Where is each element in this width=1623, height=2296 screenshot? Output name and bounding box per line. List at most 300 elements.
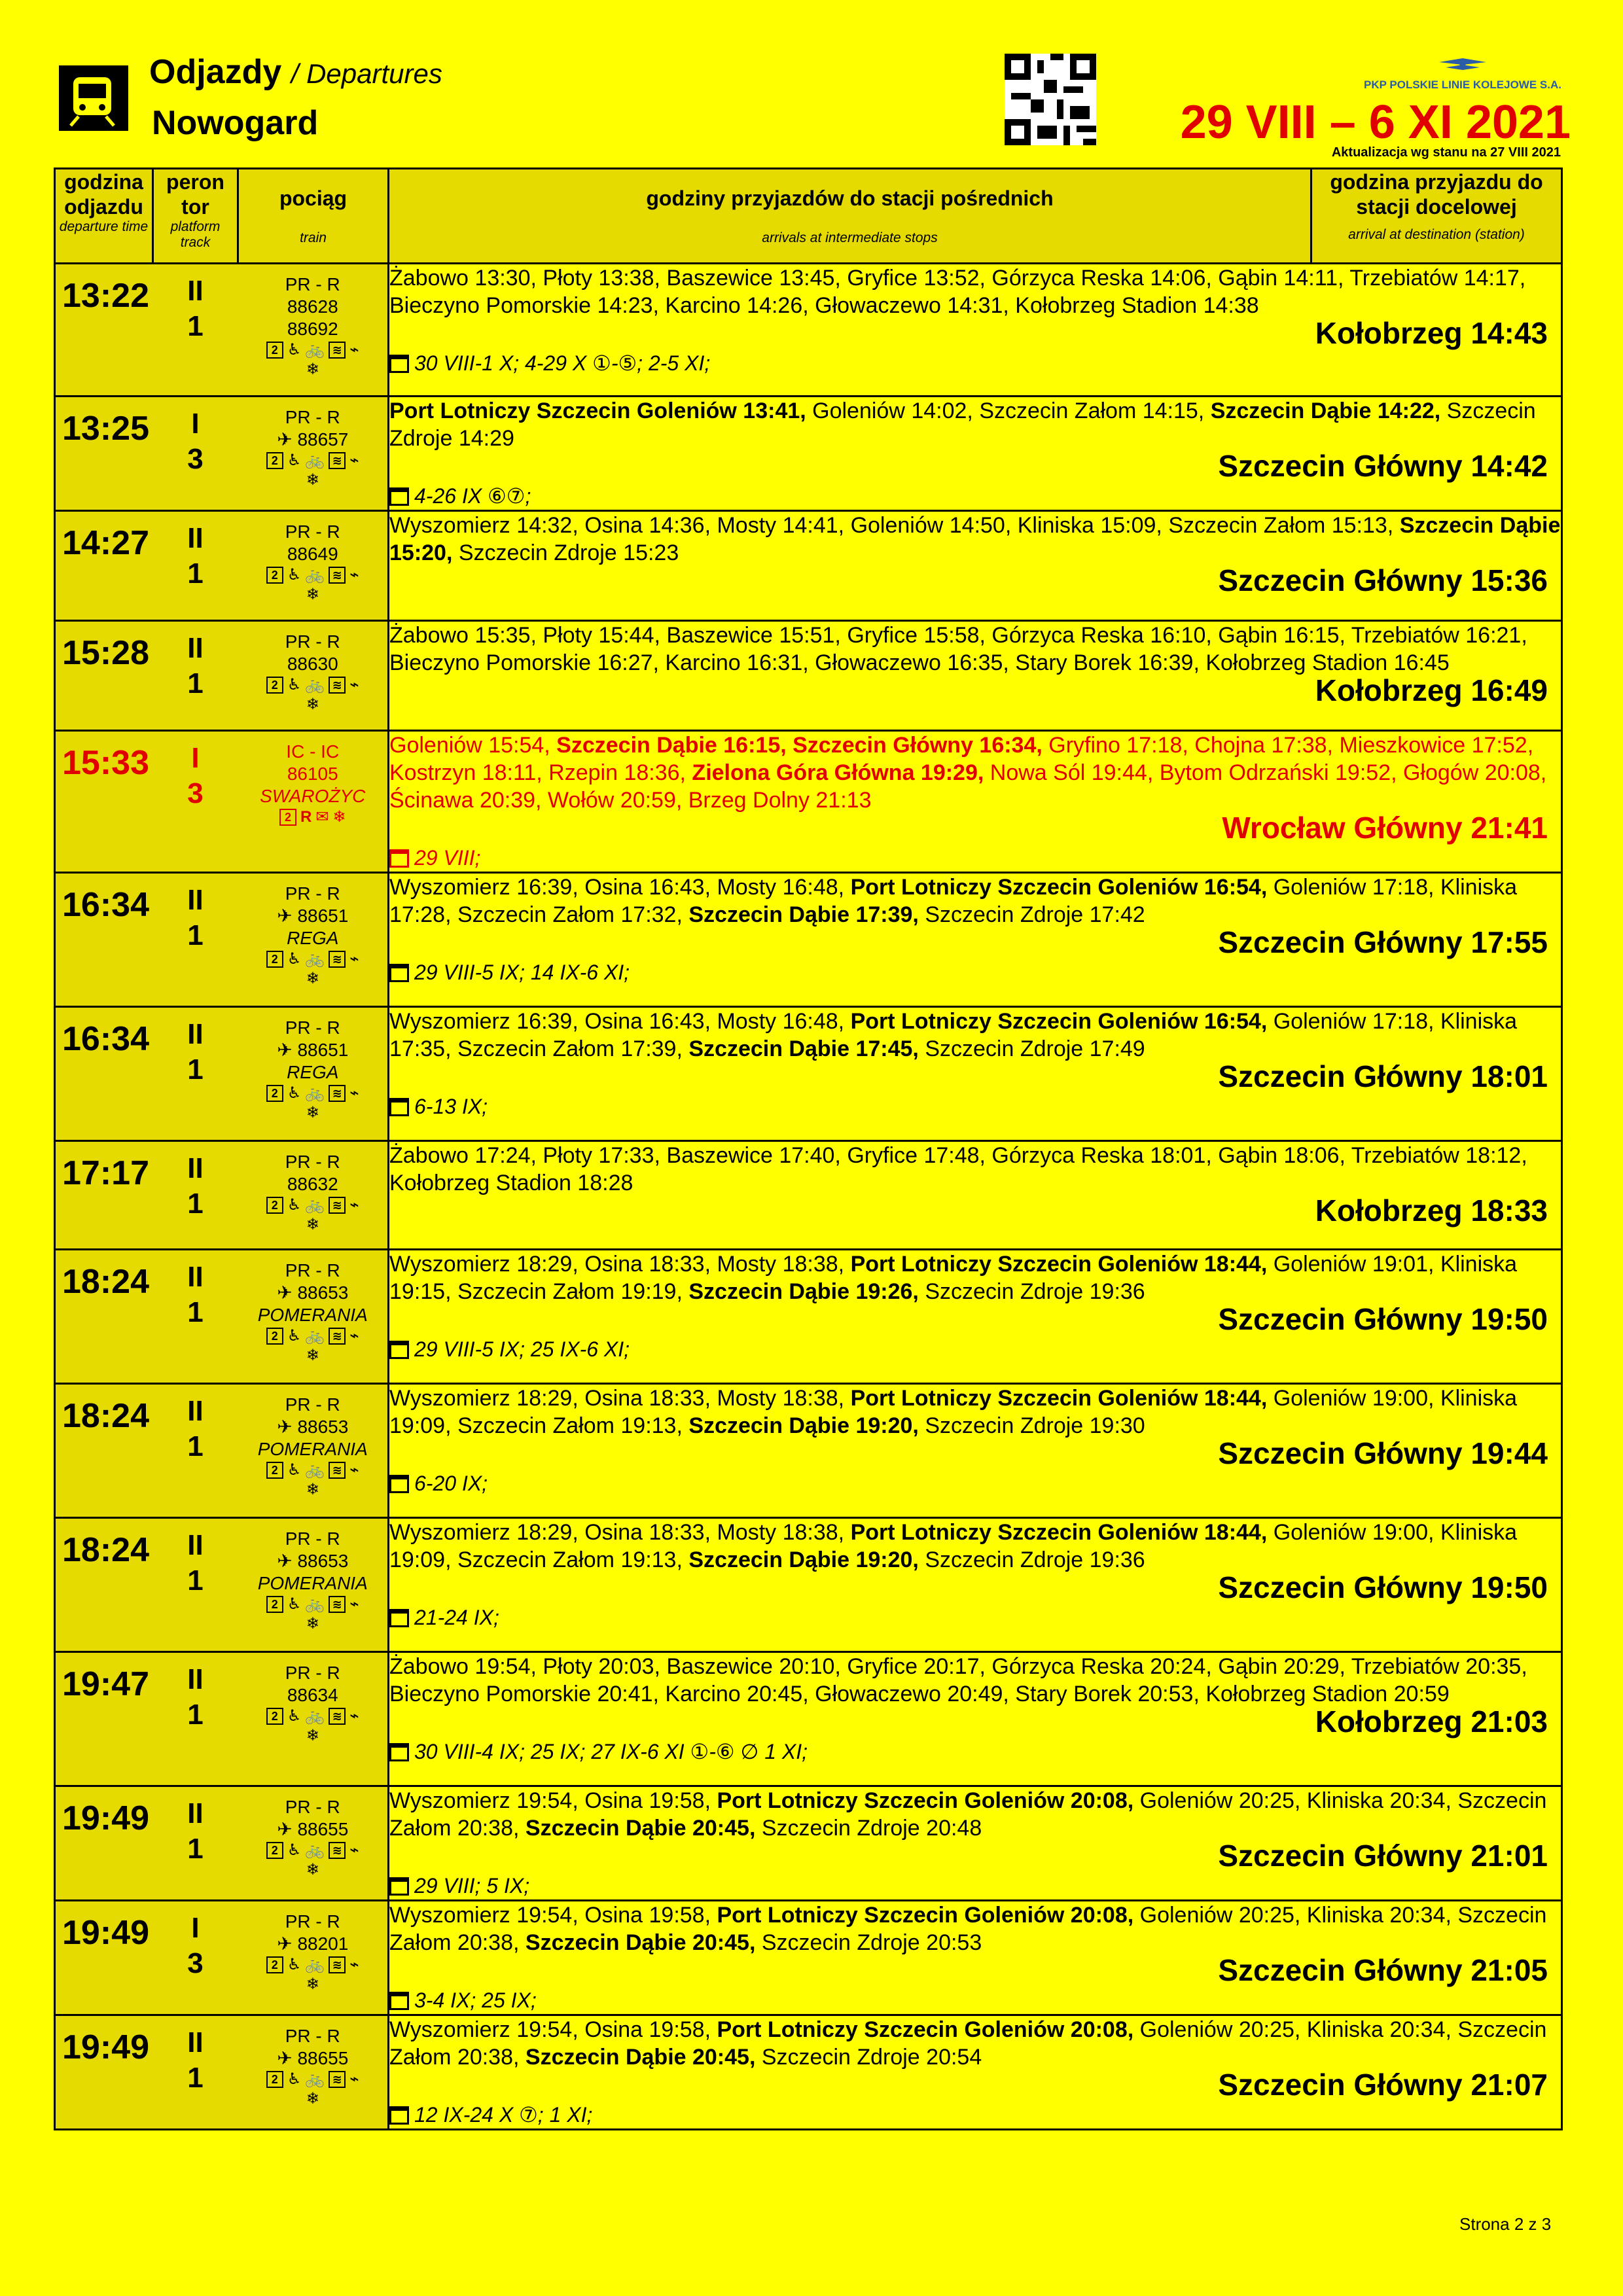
destination-arrival: Szczecin Główny 21:05 <box>1218 1953 1548 1987</box>
wifi-icon: ≋ <box>329 1085 346 1102</box>
departure-row <box>55 1786 1562 1901</box>
stop-segment: Szczecin Zdroje 14:29 <box>389 398 1536 451</box>
train-info <box>238 1787 388 1881</box>
page-title: Odjazdy / Departures <box>149 53 442 91</box>
page-number: Strona 2 z 3 <box>1459 2214 1552 2234</box>
second-class-icon: 2 <box>266 951 283 968</box>
train-number: ✈ 88655 <box>277 1819 349 1839</box>
platform: II <box>187 275 204 307</box>
track: 1 <box>187 2062 204 2094</box>
stop-segment: Wyszomierz 18:29, Osina 18:33, Mosty 18:38, <box>389 1520 851 1545</box>
wheelchair-icon: ♿ <box>287 1841 302 1859</box>
intermediate-stops <box>389 2016 1561 2071</box>
stop-segment: Szczecin Zdroje 19:36 <box>918 1547 1145 1572</box>
destination-arrival: Kołobrzeg 18:33 <box>1315 1193 1548 1227</box>
platform-track <box>153 2016 238 2096</box>
air-conditioning-icon: ❄ <box>306 586 319 603</box>
destination-arrival: Kołobrzeg 14:43 <box>1315 316 1548 350</box>
stop-segment: Szczecin Zdroje 19:36 <box>918 1279 1145 1304</box>
wheelchair-icon: ♿ <box>287 2070 302 2088</box>
bicycle-icon: 🚲 <box>305 1595 325 1613</box>
header-stops: godziny przyjazdów do stacji pośrednich arrivals at intermediate stops <box>389 169 1311 264</box>
update-note: Aktualizacja wg stanu na 27 VIII 2021 <box>1331 145 1561 160</box>
platform-track <box>153 1385 238 1464</box>
stop-segment: Wyszomierz 19:54, Osina 19:58, <box>389 2017 717 2042</box>
ramp-icon: ⌁ <box>349 341 359 359</box>
bicycle-icon: 🚲 <box>305 1196 325 1214</box>
amenity-icons <box>238 2071 388 2088</box>
stop-segment: Goleniów 20:25, Kliniska 20:34, Szczecin Załom 20:38, <box>389 2017 1547 2070</box>
bicycle-icon: 🚲 <box>305 341 325 359</box>
wheelchair-icon: ♿ <box>287 1956 302 1973</box>
air-conditioning-icon: ❄ <box>306 2090 319 2108</box>
amenity-icons <box>238 1197 388 1214</box>
second-class-icon: 2 <box>266 1462 283 1479</box>
platform-track <box>153 874 238 953</box>
destination-arrival: Szczecin Główny 14:42 <box>1218 449 1548 483</box>
platform-track <box>153 512 238 592</box>
stop-segment: Szczecin Dąbie 20:45, <box>525 1816 756 1841</box>
operating-days: 3-4 IX; 25 IX; <box>389 1987 1561 2014</box>
amenity-icons <box>238 1328 388 1345</box>
train-category: IC - IC <box>286 741 340 762</box>
train-number: ✈ 88651 <box>277 906 349 926</box>
air-conditioning-icon: ❄ <box>306 696 319 713</box>
wifi-icon: ≋ <box>329 951 346 968</box>
ramp-icon: ⌁ <box>349 1327 359 1345</box>
stop-segment: Zielona Góra Główna 19:29, <box>692 760 984 785</box>
wheelchair-icon: ♿ <box>287 1707 302 1725</box>
envelope-icon: ✉ <box>315 808 329 826</box>
second-class-icon: 2 <box>266 2071 283 2088</box>
train-logo-icon <box>59 65 128 131</box>
track: 1 <box>187 1833 204 1865</box>
stop-segment: Port Lotniczy Szczecin Goleniów 16:54, <box>850 1009 1268 1034</box>
departure-time: 19:49 <box>62 1799 149 1837</box>
air-conditioning-icon: ❄ <box>306 471 319 489</box>
train-number-2: 88692 <box>287 319 338 339</box>
platform-track <box>153 264 238 344</box>
stop-segment: Szczecin Zdroje 15:23 <box>452 540 679 565</box>
departure-row <box>55 1384 1562 1518</box>
train-info <box>238 1519 388 1635</box>
departure-row <box>55 873 1562 1007</box>
platform: II <box>187 1152 204 1184</box>
train-info <box>238 1250 388 1367</box>
stop-segment: Goleniów 17:18, Kliniska 17:35, Szczecin Załom 17:39, <box>389 1009 1518 1061</box>
airplane-icon: ✈ <box>277 1934 298 1954</box>
operating-days: 30 VIII-1 X; 4-29 X ①-⑤; 2-5 XI; <box>389 349 1561 377</box>
wifi-icon: ≋ <box>329 1596 346 1613</box>
departure-time: 16:34 <box>62 1020 149 1058</box>
departure-time: 15:33 <box>62 744 149 782</box>
train-number: 88634 <box>287 1685 338 1705</box>
stop-segment: Gryfino 17:18, Chojna 17:38, Mieszkowice 17:52, Kostrzyn 18:11, Rzepin 18:36, <box>389 733 1534 785</box>
train-category: PR - R <box>285 521 340 542</box>
departure-row <box>55 264 1562 397</box>
destination-arrival: Kołobrzeg 21:03 <box>1315 1704 1548 1739</box>
operating-days: 21-24 IX; <box>389 1604 1561 1631</box>
reservation-icon: R <box>300 808 312 826</box>
platform: II <box>187 1663 204 1695</box>
header-platform: peron tor platform track <box>153 169 238 264</box>
ramp-icon: ⌁ <box>349 1595 359 1613</box>
stop-segment: Wyszomierz 14:32, Osina 14:36, Mosty 14:41, Goleniów 14:50, Kliniska 15:09, Szczecin Załom 15:13, <box>389 513 1400 538</box>
train-category: PR - R <box>285 1797 340 1817</box>
departure-time: 17:17 <box>62 1154 149 1192</box>
departure-row <box>55 1141 1562 1250</box>
destination-arrival: Kołobrzeg 16:49 <box>1315 673 1548 707</box>
departure-time: 16:34 <box>62 886 149 924</box>
stop-segment: Port Lotniczy Szczecin Goleniów 18:44, <box>850 1252 1268 1277</box>
qr-code-icon <box>1005 54 1096 145</box>
stop-segment: Szczecin Zdroje 20:48 <box>755 1816 982 1841</box>
bicycle-icon: 🚲 <box>305 1461 325 1479</box>
second-class-icon: 2 <box>266 1956 283 1973</box>
departure-time: 13:22 <box>62 277 149 315</box>
destination-arrival: Szczecin Główny 15:36 <box>1218 563 1548 597</box>
amenity-icons <box>238 452 388 469</box>
stop-segment: Żabowo 17:24, Płoty 17:33, Baszewice 17:40, Gryfice 17:48, Górzyca Reska 18:01, Gąbin 18:06, Trzebiatów 18:12, Kołobrzeg Stadion 18:28 <box>389 1143 1527 1195</box>
wheelchair-icon: ♿ <box>287 451 302 469</box>
stop-segment: Wyszomierz 18:29, Osina 18:33, Mosty 18:38, <box>389 1386 851 1411</box>
operator-logo <box>1351 56 1574 92</box>
train-number: ✈ 88651 <box>277 1040 349 1060</box>
departure-row <box>55 1652 1562 1786</box>
air-conditioning-icon: ❄ <box>306 1975 319 1993</box>
train-info <box>238 512 388 606</box>
air-conditioning-icon: ❄ <box>306 1481 319 1498</box>
intermediate-stops <box>389 1901 1561 1956</box>
wheelchair-icon: ♿ <box>287 341 302 359</box>
train-name: SWAROŻYC <box>260 786 366 806</box>
train-number: ✈ 88657 <box>277 429 349 450</box>
train-number: 88649 <box>287 544 338 564</box>
train-name: REGA <box>287 1062 339 1082</box>
airplane-icon: ✈ <box>277 429 298 450</box>
wifi-icon: ≋ <box>329 1462 346 1479</box>
bicycle-icon: 🚲 <box>305 1084 325 1102</box>
operating-days: 12 IX-24 X ⑦; 1 XI; <box>389 2101 1561 2128</box>
intermediate-stops <box>389 622 1561 677</box>
platform-track <box>153 1008 238 1087</box>
destination-arrival: Wrocław Główny 21:41 <box>1222 811 1548 845</box>
intermediate-stops <box>389 1653 1561 1708</box>
train-info <box>238 732 388 826</box>
train-info <box>238 1008 388 1124</box>
air-conditioning-icon: ❄ <box>306 1727 319 1744</box>
train-category: PR - R <box>285 1528 340 1549</box>
platform-track <box>153 622 238 701</box>
stop-segment: Nowa Sól 19:44, Bytom Odrzański 19:52, Głogów 20:08, Ścinawa 20:39, Wołów 20:59, Brzeg Dolny 21:13 <box>389 760 1547 813</box>
platform: II <box>187 1018 204 1050</box>
intermediate-stops <box>389 264 1561 319</box>
ramp-icon: ⌁ <box>349 1841 359 1859</box>
train-name: REGA <box>287 928 339 948</box>
stop-segment: Szczecin Dąbie 15:20, <box>389 513 1561 565</box>
table-header <box>55 169 1562 264</box>
train-category: PR - R <box>285 883 340 904</box>
train-category: PR - R <box>285 1017 340 1038</box>
train-number: ✈ 88201 <box>277 1934 349 1954</box>
intermediate-stops <box>389 1385 1561 1439</box>
train-number: ✈ 88655 <box>277 2048 349 2068</box>
second-class-icon: 2 <box>266 1708 283 1725</box>
wheelchair-icon: ♿ <box>287 1595 302 1613</box>
intermediate-stops <box>389 1142 1561 1197</box>
intermediate-stops <box>389 732 1561 814</box>
train-category: PR - R <box>285 2026 340 2046</box>
wifi-icon: ≋ <box>329 342 346 359</box>
stop-segment: Szczecin Dąbie 20:45, <box>525 2045 756 2070</box>
destination-arrival: Szczecin Główny 18:01 <box>1218 1059 1548 1093</box>
platform: I <box>191 1912 200 1944</box>
wifi-icon: ≋ <box>329 2071 346 2088</box>
stop-segment: Szczecin Dąbie 14:22, <box>1210 398 1441 423</box>
departure-time: 13:25 <box>62 410 149 448</box>
train-number: ✈ 88653 <box>277 1551 349 1571</box>
train-number: 86105 <box>287 764 338 784</box>
destination-arrival: Szczecin Główny 21:07 <box>1218 2068 1548 2102</box>
departure-time: 18:24 <box>62 1397 149 1435</box>
operating-days: 29 VIII; 5 IX; <box>389 1872 1561 1899</box>
amenity-icons <box>238 567 388 584</box>
wheelchair-icon: ♿ <box>287 1084 302 1102</box>
train-info <box>238 622 388 716</box>
track: 1 <box>187 667 204 699</box>
intermediate-stops <box>389 397 1561 452</box>
operating-days: 29 VIII-5 IX; 25 IX-6 XI; <box>389 1335 1561 1363</box>
airplane-icon: ✈ <box>277 1551 298 1571</box>
ramp-icon: ⌁ <box>349 451 359 469</box>
second-class-icon: 2 <box>266 1197 283 1214</box>
calendar-icon <box>389 487 409 506</box>
departure-row <box>55 1250 1562 1384</box>
calendar-icon <box>389 1609 409 1627</box>
wifi-icon: ≋ <box>329 1842 346 1859</box>
stop-segment: Szczecin Zdroje 20:54 <box>755 2045 982 2070</box>
intermediate-stops <box>389 1787 1561 1842</box>
stop-segment: Goleniów 17:18, Kliniska 17:28, Szczecin Załom 17:32, <box>389 875 1518 927</box>
train-number: 88630 <box>287 654 338 674</box>
destination-arrival: Szczecin Główny 21:01 <box>1218 1839 1548 1873</box>
platform: II <box>187 522 204 554</box>
ramp-icon: ⌁ <box>349 566 359 584</box>
departure-time: 18:24 <box>62 1263 149 1301</box>
second-class-icon: 2 <box>266 1842 283 1859</box>
wifi-icon: ≋ <box>329 1197 346 1214</box>
airplane-icon: ✈ <box>277 1040 298 1060</box>
platform: II <box>187 2026 204 2058</box>
platform: II <box>187 632 204 664</box>
second-class-icon: 2 <box>266 567 283 584</box>
ramp-icon: ⌁ <box>349 950 359 968</box>
platform: I <box>191 408 200 440</box>
stop-segment: Żabowo 13:30, Płoty 13:38, Baszewice 13:45, Gryfice 13:52, Górzyca Reska 14:06, Gąbin 14:11, Trzebiatów 14:17, Bieczyno Pomorskie 14:23, Karcino 14:26, Głowaczewo 14:31, Kołobrzeg Stadion 14:38 <box>389 266 1526 318</box>
wheelchair-icon: ♿ <box>287 1196 302 1214</box>
stop-segment: Port Lotniczy Szczecin Goleniów 20:08, <box>717 2017 1134 2042</box>
stop-segment: Szczecin Zdroje 17:49 <box>918 1036 1145 1061</box>
wheelchair-icon: ♿ <box>287 1461 302 1479</box>
stop-segment: Wyszomierz 19:54, Osina 19:58, <box>389 1788 717 1813</box>
air-conditioning-icon: ❄ <box>306 1861 319 1879</box>
track: 1 <box>187 310 204 342</box>
track: 1 <box>187 1188 204 1220</box>
train-category: PR - R <box>285 1152 340 1172</box>
stop-segment: Wyszomierz 18:29, Osina 18:33, Mosty 18:38, <box>389 1252 851 1277</box>
stop-segment: Port Lotniczy Szczecin Goleniów 18:44, <box>850 1386 1268 1411</box>
platform-track <box>153 732 238 811</box>
platform: II <box>187 1529 204 1561</box>
bicycle-icon: 🚲 <box>305 451 325 469</box>
stop-segment: Goleniów 19:00, Kliniska 19:09, Szczecin Załom 19:13, <box>389 1386 1518 1438</box>
calendar-icon <box>389 1475 409 1493</box>
stop-segment: Szczecin Dąbie 20:45, <box>525 1930 756 1955</box>
train-number: ✈ 88653 <box>277 1417 349 1437</box>
airplane-icon: ✈ <box>277 2048 298 2068</box>
track: 1 <box>187 1430 204 1462</box>
validity-period: 29 VIII – 6 XI 2021 <box>1180 96 1571 149</box>
destination-arrival: Szczecin Główny 19:50 <box>1218 1302 1548 1336</box>
train-info <box>238 264 388 381</box>
wheelchair-icon: ♿ <box>287 1327 302 1345</box>
train-number: 88632 <box>287 1174 338 1194</box>
wifi-icon: ≋ <box>329 567 346 584</box>
ramp-icon: ⌁ <box>349 1707 359 1725</box>
train-info <box>238 874 388 990</box>
calendar-icon <box>389 1992 409 2010</box>
stop-segment: Szczecin Dąbie 19:20, <box>688 1413 919 1438</box>
stop-segment: Goleniów 20:25, Kliniska 20:34, Szczecin Załom 20:38, <box>389 1788 1547 1841</box>
stop-segment: Wyszomierz 16:39, Osina 16:43, Mosty 16:48, <box>389 1009 851 1034</box>
amenity-icons <box>238 1708 388 1725</box>
stop-segment: Goleniów 20:25, Kliniska 20:34, Szczecin Załom 20:38, <box>389 1903 1547 1955</box>
track: 3 <box>187 1947 204 1979</box>
calendar-icon <box>389 355 409 373</box>
stop-segment: Szczecin Zdroje 20:53 <box>755 1930 982 1955</box>
airplane-icon: ✈ <box>277 1819 298 1839</box>
amenity-icons <box>238 809 388 826</box>
train-category: PR - R <box>285 274 340 294</box>
departure-row <box>55 511 1562 621</box>
stop-segment: Szczecin Zdroje 17:42 <box>918 902 1145 927</box>
stop-segment: Szczecin Dąbie 16:15, Szczecin Główny 16:34, <box>556 733 1043 758</box>
platform: I <box>191 742 200 774</box>
bicycle-icon: 🚲 <box>305 2070 325 2088</box>
departure-row <box>55 2015 1562 2130</box>
stop-segment: Goleniów 19:00, Kliniska 19:09, Szczecin Załom 19:13, <box>389 1520 1518 1572</box>
wifi-icon: ≋ <box>329 677 346 694</box>
stop-segment: Port Lotniczy Szczecin Goleniów 20:08, <box>717 1788 1134 1813</box>
departure-time: 14:27 <box>62 524 149 562</box>
platform: II <box>187 1261 204 1293</box>
train-info <box>238 1653 388 1747</box>
platform-track <box>153 397 238 477</box>
stop-segment: Port Lotniczy Szczecin Goleniów 16:54, <box>850 875 1268 900</box>
ramp-icon: ⌁ <box>349 1084 359 1102</box>
second-class-icon: 2 <box>266 452 283 469</box>
bicycle-icon: 🚲 <box>305 1327 325 1345</box>
platform: II <box>187 884 204 916</box>
amenity-icons <box>238 1596 388 1613</box>
intermediate-stops <box>389 874 1561 928</box>
calendar-icon <box>389 1098 409 1116</box>
air-conditioning-icon: ❄ <box>306 1216 319 1233</box>
wifi-icon: ≋ <box>329 452 346 469</box>
amenity-icons <box>238 677 388 694</box>
train-number: ✈ 88653 <box>277 1282 349 1303</box>
operator-name: PKP POLSKIE LINIE KOLEJOWE S.A. <box>1364 79 1561 91</box>
header-time: godzina odjazdu departure time <box>55 169 153 264</box>
air-conditioning-icon: ❄ <box>306 1104 319 1122</box>
amenity-icons <box>238 342 388 359</box>
track: 3 <box>187 777 204 809</box>
intermediate-stops <box>389 1250 1561 1305</box>
stop-segment: Żabowo 19:54, Płoty 20:03, Baszewice 20:10, Gryfice 20:17, Górzyca Reska 20:24, Gąbin 20:29, Trzebiatów 20:35, Bieczyno Pomorskie 20:41, Karcino 20:45, Głowaczewo 20:49, Stary Borek 20:53, Kołobrzeg Stadion 20:59 <box>389 1654 1527 1706</box>
amenity-icons <box>238 1085 388 1102</box>
air-conditioning-icon: ❄ <box>306 361 319 378</box>
train-category: PR - R <box>285 1394 340 1415</box>
operating-days: 6-13 IX; <box>389 1093 1561 1120</box>
second-class-icon: 2 <box>279 809 296 826</box>
train-category: PR - R <box>285 1260 340 1280</box>
stop-segment: Szczecin Dąbie 17:39, <box>688 902 919 927</box>
air-conditioning-icon: ❄ <box>332 808 346 826</box>
bicycle-icon: 🚲 <box>305 950 325 968</box>
wheelchair-icon: ♿ <box>287 676 302 694</box>
train-name: POMERANIA <box>257 1439 368 1459</box>
departure-row <box>55 621 1562 731</box>
platform-track <box>153 1901 238 1981</box>
operating-days: 29 VIII; <box>389 844 1561 872</box>
departure-time: 19:49 <box>62 2028 149 2066</box>
departure-row <box>55 397 1562 511</box>
intermediate-stops <box>389 512 1561 567</box>
track: 1 <box>187 557 204 590</box>
stop-segment: Żabowo 15:35, Płoty 15:44, Baszewice 15:51, Gryfice 15:58, Górzyca Reska 16:10, Gąbin 16:15, Trzebiatów 16:21, Bieczyno Pomorskie 16:27, Karcino 16:31, Głowaczewo 16:35, Stary Borek 16:39, Kołobrzeg Stadion 16:45 <box>389 623 1527 675</box>
departure-time: 19:49 <box>62 1914 149 1952</box>
calendar-icon <box>389 1341 409 1359</box>
amenity-icons <box>238 951 388 968</box>
intermediate-stops <box>389 1519 1561 1574</box>
platform-track <box>153 1519 238 1598</box>
second-class-icon: 2 <box>266 1596 283 1613</box>
operating-days: 30 VIII-4 IX; 25 IX; 27 IX-6 XI ①-⑥ ∅ 1 XI; <box>389 1738 1561 1765</box>
destination-arrival: Szczecin Główny 17:55 <box>1218 925 1548 959</box>
stop-segment: Goleniów 19:01, Kliniska 19:15, Szczecin Załom 19:19, <box>389 1252 1518 1304</box>
track: 1 <box>187 1564 204 1597</box>
train-category: PR - R <box>285 1911 340 1932</box>
calendar-icon <box>389 964 409 982</box>
platform-track <box>153 1787 238 1867</box>
second-class-icon: 2 <box>266 342 283 359</box>
bicycle-icon: 🚲 <box>305 566 325 584</box>
operating-days: 6-20 IX; <box>389 1470 1561 1497</box>
stop-segment: Szczecin Dąbie 19:20, <box>688 1547 919 1572</box>
platform-track <box>153 1250 238 1330</box>
calendar-icon <box>389 849 409 868</box>
stop-segment: Port Lotniczy Szczecin Goleniów 18:44, <box>850 1520 1268 1545</box>
operating-days: 4-26 IX ⑥⑦; <box>389 482 1561 510</box>
train-info <box>238 2016 388 2110</box>
departure-row <box>55 1518 1562 1652</box>
train-name: POMERANIA <box>257 1573 368 1593</box>
stop-segment: Szczecin Dąbie 19:26, <box>688 1279 919 1304</box>
air-conditioning-icon: ❄ <box>306 970 319 987</box>
departure-time: 19:47 <box>62 1665 149 1703</box>
train-category: PR - R <box>285 1663 340 1683</box>
departure-time: 18:24 <box>62 1531 149 1569</box>
